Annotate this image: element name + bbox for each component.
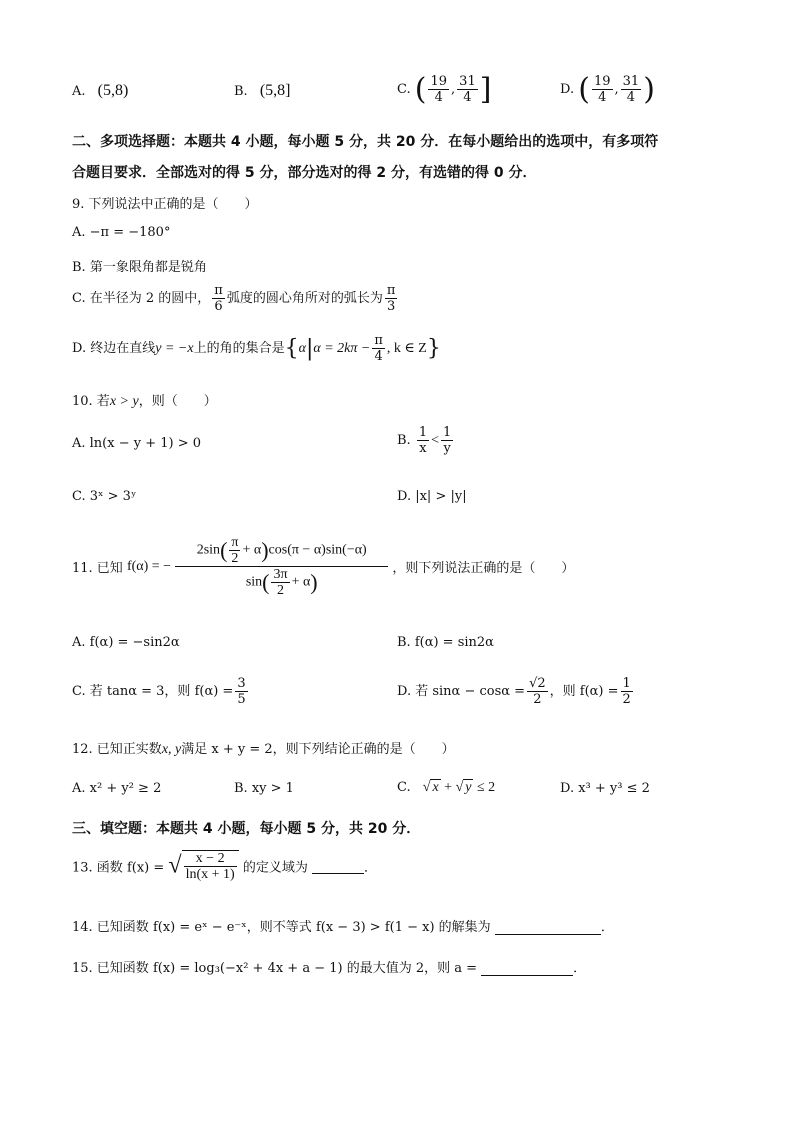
q8-option-b: B. (5,8] [234, 82, 291, 99]
q14-answer-blank[interactable] [495, 920, 601, 935]
q15-answer-blank[interactable] [481, 961, 573, 976]
q11-fraction: 2sin( $\frac{\pi}{2}$ + α)cos(π − α)sin(−α) sin( $\frac{3\pi}{2}$ + α) [175, 535, 388, 598]
q8-option-b-expr: (5,8] [259, 82, 291, 99]
q11-stem: 11. 已知 f(α) = − 2sin( $\frac{\pi}{2}$ + α)cos(π − α)sin(−α) sin( $\frac{3\pi}{2}$ + α) ，则下列说法正确的是（ ） [72, 535, 575, 598]
q11-option-d: D. 若 sinα − cosα = $\frac{√2}{2}$ ，则 f(α) = $\frac{1}{2}$ [397, 676, 631, 707]
q9-option-d: D. 终边在直线y = −x上的角的集合是{α|α = 2kπ − $\frac{\pi}{4}$ , k ∈ Z} [72, 333, 441, 364]
section3-heading: 三、填空题：本题共 4 小题，每小题 5 分，共 20 分． [72, 821, 421, 837]
q12-option-b: B. xy > 1 [234, 781, 294, 796]
q10-option-d: D. |x| > |y| [397, 489, 467, 504]
section2-heading-line1: 二、多项选择题：本题共 4 小题，每小题 5 分，共 20 分．在每小题给出的选项中，有多项符 [72, 134, 659, 150]
q8-option-a-expr: (5,8) [97, 82, 129, 99]
q13-answer-blank[interactable] [312, 859, 364, 874]
q8-option-c: C. ( $\frac{19}{4}$ , $\frac{31}{4}$ ] [397, 72, 492, 107]
q10-option-b: B. $\frac{1}{x}$ < $\frac{1}{y}$ [397, 425, 452, 456]
q9-stem: 9. 下列说法中正确的是（ ） [72, 197, 258, 212]
q11-option-b: B. f(α) = sin2α [397, 635, 494, 650]
q10-option-c: C. 3ˣ > 3ʸ [72, 489, 137, 504]
q9-option-a: A. −π = −180° [72, 225, 171, 240]
q9-option-c: C. 在半径为 2 的圆中， $\frac{\pi}{6}$ 弧度的圆心角所对的弧长为 $\frac{\pi}{3}$ [72, 283, 396, 314]
q12-option-a: A. x² + y² ≥ 2 [72, 781, 162, 796]
q12-option-d: D. x³ + y³ ≤ 2 [560, 781, 650, 796]
q9-option-b: B. 第一象限角都是锐角 [72, 260, 207, 275]
q11-option-a: A. f(α) = −sin2α [72, 635, 180, 650]
q8-option-d: D. ( $\frac{19}{4}$ , $\frac{31}{4}$ ) [560, 72, 655, 107]
q8-option-a: A. (5,8) [72, 82, 129, 99]
q11-option-c: C. 若 tanα = 3，则 f(α) = $\frac{3}{5}$ [72, 676, 246, 707]
section2-heading-line2: 合题目要求．全部选对的得 5 分，部分选对的得 2 分，有选错的得 0 分． [72, 165, 537, 181]
q12-stem: 12. 已知正实数x, y满足 x + y = 2，则下列结论正确的是（ ） [72, 742, 455, 757]
q12-option-c: C. √ x + √ y ≤ 2 [397, 780, 496, 795]
q14: 14. 已知函数 f(x) = eˣ − e⁻ˣ，则不等式 f(x − 3) > f(1 − x) 的解集为 ． [72, 920, 614, 935]
q10-stem: 10. 若x > y，则（ ） [72, 394, 217, 409]
q10-option-a: A. ln(x − y + 1) > 0 [72, 436, 202, 451]
q13: 13. 函数 f(x) = √ $\frac{x - 2}{\ln(x + 1)}$ 的定义域为 ． [72, 851, 377, 882]
q15: 15. 已知函数 f(x) = log₃(−x² + 4x + a − 1) 的最大值为 2，则 a = ． [72, 961, 587, 976]
